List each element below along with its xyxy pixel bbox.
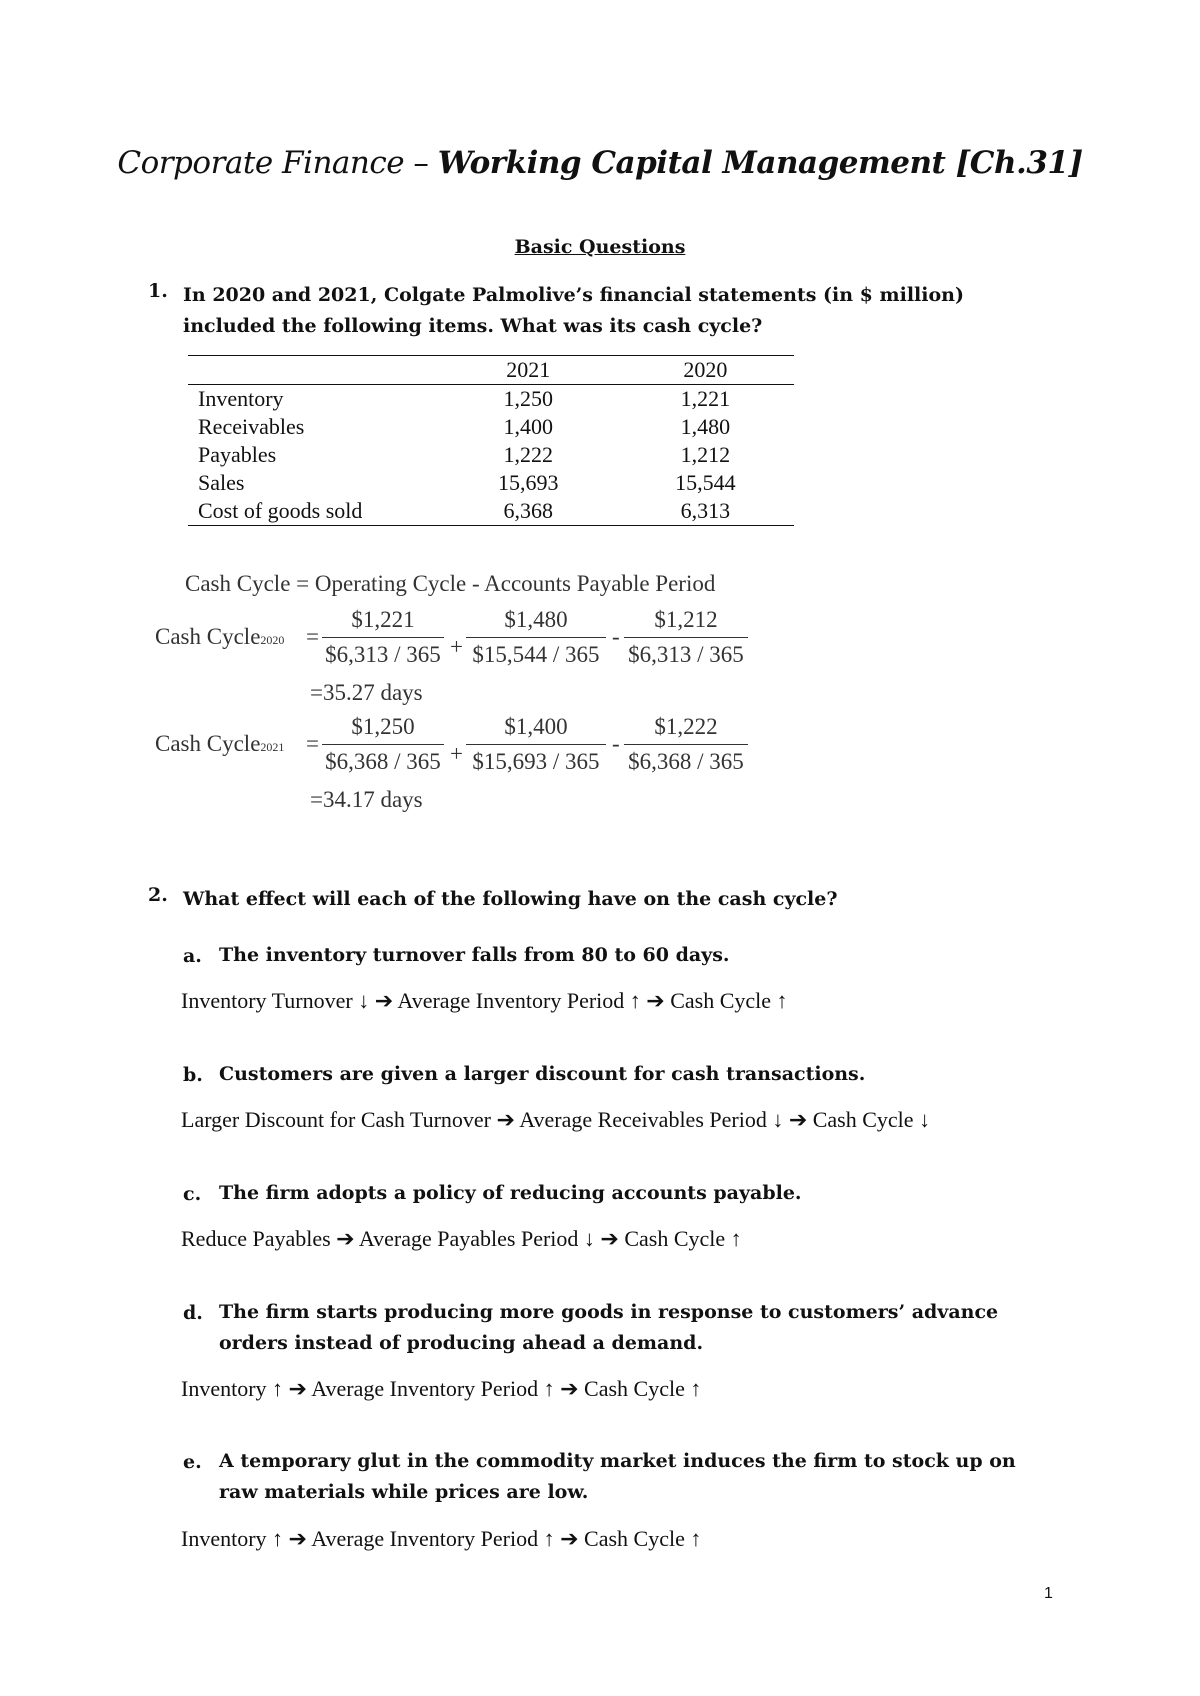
question-1-text: In 2020 and 2021, Colgate Palmolive’s financial statements (in $ million) included the following items. What was its cash cycle? — [183, 284, 964, 337]
table-row — [188, 413, 794, 441]
cash-cycle-2021-label — [155, 731, 284, 757]
fraction-receivables-2021 — [466, 712, 606, 777]
cash-cycle-definition: Cash Cycle = Operating Cycle - Accounts Payable Period — [185, 571, 716, 596]
table-cell: 1,480 — [680, 414, 731, 439]
fraction-numerator: $1,400 — [504, 714, 568, 739]
table-row — [188, 441, 794, 469]
table-cell: 15,544 — [675, 470, 736, 495]
fraction-numerator: $1,222 — [654, 714, 718, 739]
fraction-denominator: $6,313 / 365 — [628, 642, 744, 667]
fraction-denominator: $6,368 / 365 — [628, 749, 744, 774]
fraction-payables-2020 — [624, 605, 748, 670]
subquestion-text: Customers are given a larger discount for cash transactions. — [219, 1063, 866, 1085]
fraction-bar — [624, 744, 748, 745]
question-2-number: 2. — [148, 884, 168, 906]
plus-sign: + — [450, 741, 463, 766]
equals-sign: = — [306, 731, 319, 756]
table-row — [188, 469, 794, 497]
table-cell: 1,222 — [503, 442, 553, 467]
fraction-receivables-2020 — [466, 605, 606, 670]
table-header-cell — [188, 356, 440, 385]
cash-cycle-subscript: 2021 — [260, 740, 285, 754]
cash-cycle-2020-result: =35.27 days — [310, 680, 423, 705]
fraction-inventory-2020 — [322, 605, 444, 670]
cash-cycle-subscript: 2020 — [260, 633, 285, 647]
cash-cycle-2021-result: =34.17 days — [310, 787, 423, 812]
subquestion-text: The firm adopts a policy of reducing accounts payable. — [219, 1182, 802, 1204]
table-cell: Payables — [198, 442, 277, 467]
fraction-denominator: $15,544 / 365 — [472, 642, 600, 667]
fraction-bar — [322, 744, 444, 745]
subquestion-answer: Larger Discount for Cash Turnover ➔ Average Receivables Period ↓ ➔ Cash Cycle ↓ — [181, 1107, 931, 1132]
cash-cycle-2020-label — [155, 624, 284, 650]
fraction-numerator: $1,212 — [654, 607, 718, 632]
table-cell: Inventory — [198, 386, 284, 411]
cash-cycle-label: Cash Cycle — [155, 731, 261, 756]
title-subject: Corporate Finance — [117, 145, 405, 181]
fraction-numerator: $1,480 — [504, 607, 568, 632]
fraction-denominator: $6,313 / 365 — [325, 642, 441, 667]
fraction-denominator: $6,368 / 365 — [325, 749, 441, 774]
fraction-bar — [624, 637, 748, 638]
table-cell: 15,693 — [498, 470, 559, 495]
table-header-cell: 2020 — [683, 357, 728, 382]
table-cell: 6,368 — [503, 498, 553, 523]
subquestion-letter: e. — [183, 1451, 202, 1473]
table-cell: Receivables — [198, 414, 305, 439]
fraction-numerator: $1,250 — [351, 714, 415, 739]
subquestion-letter: a. — [183, 945, 202, 967]
title-dash: – — [404, 145, 438, 181]
page-title — [0, 145, 1200, 181]
subquestion-text: A temporary glut in the commodity market induces the firm to stock up on raw materials while prices are low. — [219, 1450, 1016, 1503]
table-cell: 6,313 — [680, 498, 731, 523]
subquestion-letter: b. — [183, 1064, 203, 1086]
subquestion-letter: d. — [183, 1302, 203, 1324]
question-1-number: 1. — [148, 280, 168, 302]
table-row — [188, 497, 794, 526]
table-cell: 1,221 — [680, 386, 731, 411]
minus-sign: - — [612, 624, 620, 649]
fraction-numerator: $1,221 — [351, 607, 415, 632]
table-header-row — [188, 356, 794, 385]
subquestion-answer: Reduce Payables ➔ Average Payables Period ↓ ➔ Cash Cycle ↑ — [181, 1226, 742, 1251]
subquestion-text: The inventory turnover falls from 80 to 60 days. — [219, 944, 730, 966]
table-cell: 1,400 — [503, 414, 553, 439]
subquestion-letter: c. — [183, 1183, 202, 1205]
title-chapter: Working Capital Management [Ch.31] — [437, 145, 1083, 181]
table-header-cell: 2021 — [506, 357, 551, 382]
question-2-text: What effect will each of the following have on the cash cycle? — [183, 888, 838, 910]
subquestion-text: The firm starts producing more goods in response to customers’ advance orders instead of producing ahead a demand. — [219, 1301, 999, 1354]
subquestion-answer: Inventory ↑ ➔ Average Inventory Period ↑ ➔ Cash Cycle ↑ — [181, 1526, 702, 1551]
minus-sign: - — [612, 731, 620, 756]
section-heading: Basic Questions — [514, 236, 686, 258]
table-cell: Sales — [198, 470, 245, 495]
fraction-bar — [466, 637, 606, 638]
table-cell: 1,212 — [680, 442, 731, 467]
fraction-bar — [322, 637, 444, 638]
table-cell: 1,250 — [503, 386, 553, 411]
fraction-bar — [466, 744, 606, 745]
subquestion-answer: Inventory Turnover ↓ ➔ Average Inventory Period ↑ ➔ Cash Cycle ↑ — [181, 988, 788, 1013]
table-cell: Cost of goods sold — [198, 498, 363, 523]
table-row — [188, 385, 794, 414]
page-number: 1 — [1044, 1585, 1053, 1602]
fraction-denominator: $15,693 / 365 — [472, 749, 600, 774]
subquestion-answer: Inventory ↑ ➔ Average Inventory Period ↑ ➔ Cash Cycle ↑ — [181, 1376, 702, 1401]
plus-sign: + — [450, 634, 463, 659]
financial-items-table — [188, 355, 794, 526]
fraction-payables-2021 — [624, 712, 748, 777]
equals-sign: = — [306, 624, 319, 649]
cash-cycle-label: Cash Cycle — [155, 624, 261, 649]
fraction-inventory-2021 — [322, 712, 444, 777]
